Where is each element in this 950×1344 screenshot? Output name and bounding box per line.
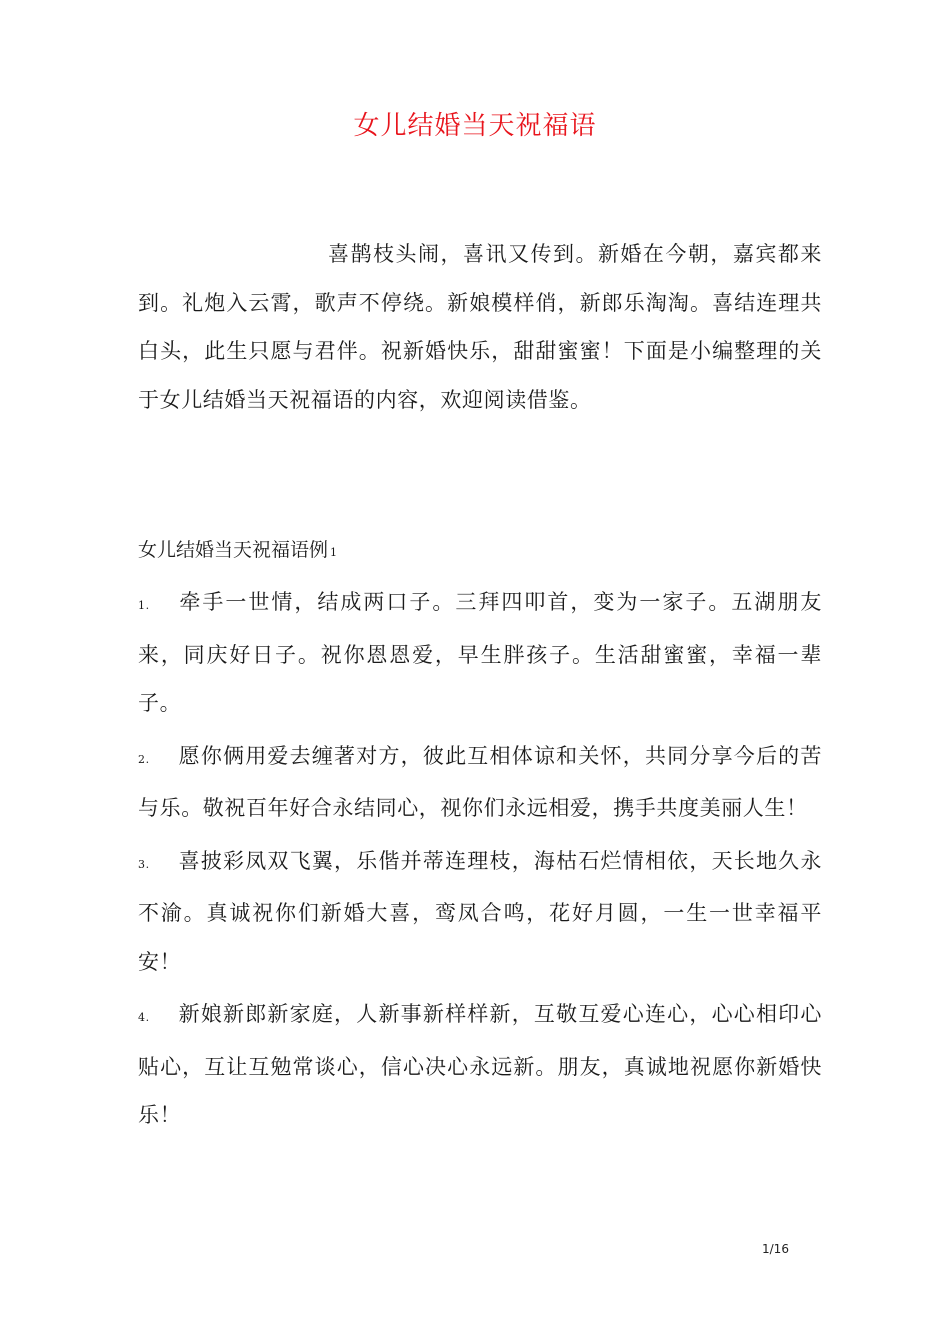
document-title: 女儿结婚当天祝福语 <box>353 111 597 141</box>
page-number: 1/16 <box>762 1242 789 1256</box>
list-item-number: 4. <box>138 1011 150 1024</box>
list-item-text: 新娘新郎新家庭，人新事新样样新，互敬互爱心连心，心心相印心贴心，互让互勉常谈心，信心决心永远新。朋友，真诚地祝愿你新婚快乐！ <box>138 1002 822 1127</box>
list-item-text: 喜披彩凤双飞翼，乐偕并蒂连理枝，海枯石烂情相依，天长地久永不渝。真诚祝你们新婚大喜，鸾凤合鸣，花好月圆，一生一世幸福平安！ <box>138 848 822 974</box>
list-item-number: 2. <box>138 752 150 766</box>
list-item <box>138 578 822 728</box>
list-item-text: 愿你俩用爱去缠著对方，彼此互相体谅和关怀，共同分享今后的苦与乐。敬祝百年好合永结同心，视你们永远相爱，携手共度美丽人生！ <box>138 743 822 820</box>
list-item <box>138 837 822 987</box>
list-item-number: 1. <box>138 599 150 612</box>
section-heading <box>138 535 337 568</box>
list-item-number: 3. <box>138 857 150 871</box>
section-heading-number: 1 <box>330 546 338 559</box>
intro-paragraph: 喜鹊枝头闹，喜讯又传到。新婚在今朝，嘉宾都来到。礼炮入云霄，歌声不停绕。新娘模样俏，新郎乐淘淘。喜结连理共白头，此生只愿与君伴。祝新婚快乐，甜甜蜜蜜！下面是小编整理的关于女儿结婚当天祝福语的内容，欢迎阅读借鉴。 <box>138 242 822 412</box>
list-item-text: 牵手一世情，结成两口子。三拜四叩首，变为一家子。五湖朋友来，同庆好日子。祝你恩恩爱，早生胖孩子。生活甜蜜蜜，幸福一辈子。 <box>138 590 822 715</box>
section-heading-text: 女儿结婚当天祝福语例 <box>138 539 329 561</box>
blessing-list <box>138 578 822 1144</box>
list-item <box>138 732 822 833</box>
list-item <box>138 990 822 1140</box>
